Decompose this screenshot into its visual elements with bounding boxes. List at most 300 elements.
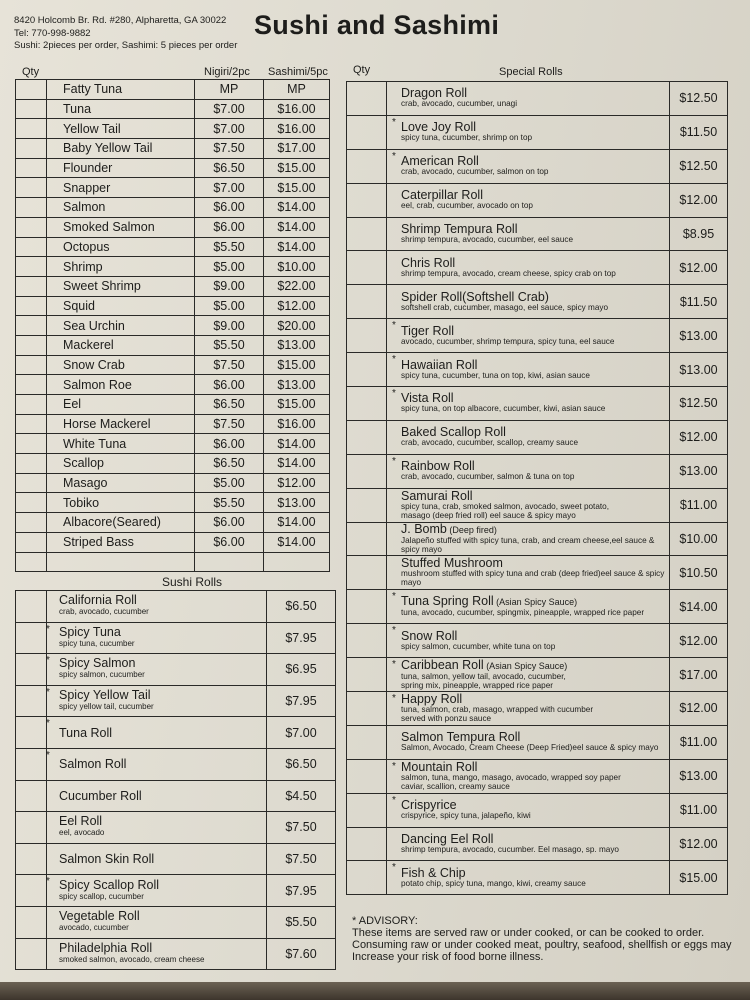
nigiri-price: $5.00: [195, 296, 264, 316]
restaurant-info: [14, 15, 237, 53]
qty-cell: [347, 522, 387, 556]
roll-desc: avocado, cucumber: [59, 923, 129, 933]
roll-cell: [47, 812, 267, 844]
qty-cell: [347, 387, 387, 421]
sashimi-price: $10.00: [264, 257, 330, 277]
table-row: [16, 938, 336, 970]
table-row: [16, 99, 330, 119]
roll-desc: crab, avocado, cucumber, salmon on top: [401, 167, 549, 177]
roll-price: $12.00: [670, 827, 728, 861]
nigiri-price: $6.50: [195, 158, 264, 178]
spicy-star: *: [392, 625, 396, 637]
roll-cell: [47, 748, 267, 780]
roll-price: $7.95: [267, 622, 336, 654]
table-row: [347, 624, 728, 658]
roll-desc: crab, avocado, cucumber, salmon & tuna on top: [401, 472, 575, 482]
roll-price: $12.00: [670, 624, 728, 658]
advisory: [352, 915, 747, 963]
roll-cell: [387, 861, 670, 895]
table-row: [16, 532, 330, 552]
roll-price: $14.00: [670, 590, 728, 624]
item-name: Horse Mackerel: [47, 414, 195, 434]
roll-price: $6.50: [267, 748, 336, 780]
item-name: Tuna: [47, 99, 195, 119]
roll-name: Salmon Roll: [59, 757, 127, 772]
table-row: [16, 355, 330, 375]
table-row: [16, 654, 336, 686]
table-row: [16, 178, 330, 198]
roll-title: [393, 524, 669, 536]
roll-name: Salmon Tempura Roll: [401, 730, 521, 745]
table-row: [16, 473, 330, 493]
table-row: [16, 748, 336, 780]
qty-cell: [16, 513, 47, 533]
roll-name: Rainbow Roll: [401, 459, 475, 474]
qty-cell: [347, 115, 387, 149]
roll-cell: [387, 624, 670, 658]
table-row: [16, 158, 330, 178]
roll-desc: spicy tuna, cucumber, tuna on top, kiwi, asian sauce: [401, 370, 590, 380]
item-name: Squid: [47, 296, 195, 316]
table-row: [16, 622, 336, 654]
empty-cell: [16, 552, 47, 572]
roll-desc: spicy salmon, cucumber, white tuna on top: [401, 641, 556, 651]
sashimi-price: $12.00: [264, 296, 330, 316]
table-row: [347, 827, 728, 861]
roll-name: Mountain Roll: [401, 759, 478, 774]
table-row: [16, 843, 336, 875]
nigiri-price: MP: [195, 80, 264, 100]
roll-name: Dancing Eel Roll: [401, 832, 494, 847]
qty-cell: [16, 217, 47, 237]
roll-price: $17.00: [670, 658, 728, 692]
roll-hint: (Asian Spicy Sauce): [493, 597, 578, 608]
qty-cell: [347, 861, 387, 895]
roll-cell: [387, 454, 670, 488]
qty-cell: [347, 420, 387, 454]
roll-price: $7.50: [267, 843, 336, 875]
roll-desc: masago (deep fried roll) eel sauce & spicy mayo: [401, 510, 576, 520]
roll-price: $7.95: [267, 875, 336, 907]
roll-cell: [387, 217, 670, 251]
roll-cell: [47, 717, 267, 749]
spicy-star: *: [392, 862, 396, 874]
roll-cell: [387, 827, 670, 861]
spicy-star: *: [392, 116, 396, 128]
qty-cell: [16, 355, 47, 375]
roll-name: Tiger Roll: [401, 323, 455, 338]
roll-desc: Jalapeño stuffed with spicy tuna, crab, and cream cheese,eel sauce & spicy mayo: [401, 536, 655, 555]
table-row: [16, 552, 330, 572]
roll-cell: [387, 556, 670, 590]
roll-desc: spicy tuna, crab, smoked salmon, avocado, sweet potato,: [401, 501, 609, 511]
item-name: Yellow Tail: [47, 119, 195, 139]
phone: Tel: 770-998-9882: [14, 27, 91, 39]
roll-title: [393, 834, 669, 845]
roll-title: [393, 657, 669, 672]
qty-cell: [16, 454, 47, 474]
special-rolls-title: Special Rolls: [499, 66, 563, 78]
roll-title: [393, 255, 669, 270]
qty-cell: [16, 717, 47, 749]
qty-cell: [16, 875, 47, 907]
roll-price: $4.50: [267, 780, 336, 812]
table-row: [16, 414, 330, 434]
item-name: Masago: [47, 473, 195, 493]
sashimi-price: $17.00: [264, 139, 330, 159]
roll-cell: [387, 82, 670, 116]
table-row: [16, 139, 330, 159]
qty-cell: [347, 285, 387, 319]
table-row: [16, 217, 330, 237]
qty-cell: [16, 843, 47, 875]
roll-price: $6.95: [267, 654, 336, 686]
roll-cell: [387, 387, 670, 421]
roll-price: $6.50: [267, 591, 336, 623]
table-row: [16, 335, 330, 355]
spicy-star: *: [46, 686, 50, 698]
sashimi-price: $13.00: [264, 493, 330, 513]
item-name: Sweet Shrimp: [47, 276, 195, 296]
empty-cell: [47, 552, 195, 572]
roll-desc: shrimp tempura, avocado, cucumber, eel sauce: [401, 235, 574, 244]
advisory-line: Consuming raw or under cooked meat, poultry, seafood, shellfish or eggs may: [352, 939, 732, 951]
table-row: [347, 285, 728, 319]
table-row: [347, 454, 728, 488]
roll-cell: [387, 725, 670, 759]
sashimi-price: $15.00: [264, 355, 330, 375]
table-row: [347, 759, 728, 793]
roll-name: Spider Roll(Softshell Crab): [401, 289, 549, 304]
roll-desc: caviar, scallion, creamy sauce: [401, 781, 510, 791]
table-row: [347, 556, 728, 590]
roll-price: $13.00: [670, 353, 728, 387]
roll-desc: spicy tuna, cucumber, shrimp on top: [401, 133, 533, 143]
qty-cell: [347, 793, 387, 827]
sashimi-price: $14.00: [264, 454, 330, 474]
table-row: [16, 276, 330, 296]
spicy-star: *: [392, 794, 396, 806]
roll-desc: crab, avocado, cucumber, scallop, creamy sauce: [401, 438, 579, 448]
nigiri-price: $6.00: [195, 434, 264, 454]
roll-cell: [47, 906, 267, 938]
roll-title: [393, 156, 669, 167]
roll-cell: [47, 654, 267, 686]
roll-desc: spicy tuna, cucumber: [59, 638, 135, 648]
qty-cell: [347, 319, 387, 353]
roll-cell: [387, 251, 670, 285]
item-name: Salmon: [47, 198, 195, 218]
qty-cell: [16, 591, 47, 623]
roll-name: Vegetable Roll: [59, 909, 140, 924]
roll-name: Cucumber Roll: [59, 788, 142, 803]
roll-name: Eel Roll: [59, 814, 103, 829]
table-row: [347, 217, 728, 251]
sashimi-price: $16.00: [264, 99, 330, 119]
table-row: [16, 812, 336, 844]
roll-name: Salmon Skin Roll: [59, 852, 155, 867]
table-row: [16, 257, 330, 277]
qty-cell: [16, 139, 47, 159]
roll-cell: [387, 759, 670, 793]
special-rolls-table: [346, 81, 728, 895]
roll-desc: spicy tuna, on top albacore, cucumber, kiwi, asian sauce: [401, 404, 606, 414]
advisory-line: Increase your risk of food borne illness.: [352, 951, 544, 963]
qty-cell: [347, 251, 387, 285]
spicy-star: *: [392, 455, 396, 467]
nigiri-price: $7.00: [195, 99, 264, 119]
roll-name: Spicy Salmon: [59, 656, 136, 671]
spicy-star: *: [392, 760, 396, 772]
spicy-star: *: [392, 150, 396, 162]
item-name: Fatty Tuna: [47, 80, 195, 100]
spicy-star: *: [392, 354, 396, 366]
roll-cell: [387, 285, 670, 319]
table-row: [16, 119, 330, 139]
spicy-star: *: [392, 388, 396, 400]
nigiri-price: $5.50: [195, 335, 264, 355]
roll-cell: [47, 685, 267, 717]
qty-cell: [16, 237, 47, 257]
qty-cell: [16, 473, 47, 493]
roll-cell: [47, 780, 267, 812]
roll-price: $11.50: [670, 115, 728, 149]
roll-desc: spicy scallop, cucumber: [59, 891, 144, 901]
roll-name: Samurai Roll: [401, 488, 473, 503]
roll-desc: spring mix, pineapple, wrapped rice paper: [401, 680, 554, 690]
roll-desc: tuna, avocado, cucumber, spingmix, pineapple, wrapped rice paper: [401, 608, 645, 618]
table-row: [16, 513, 330, 533]
roll-desc: softshell crab, cucumber, masago, eel sauce, spicy mayo: [401, 302, 609, 312]
table-row: [16, 780, 336, 812]
roll-price: $12.50: [670, 149, 728, 183]
roll-cell: [387, 353, 670, 387]
qty-cell: [16, 906, 47, 938]
spicy-star: *: [392, 591, 396, 603]
roll-desc: served with ponzu sauce: [401, 713, 492, 723]
table-row: [347, 861, 728, 895]
roll-cell: [387, 692, 670, 726]
roll-hint: (Asian Spicy Sauce): [483, 660, 568, 671]
roll-name: Fish & Chip: [401, 865, 466, 880]
qty-cell: [347, 488, 387, 522]
qty-cell: [16, 316, 47, 336]
sashimi-price: $12.00: [264, 473, 330, 493]
spicy-star: *: [46, 623, 50, 635]
roll-name: Hawaiian Roll: [401, 357, 478, 372]
qty-cell: [347, 658, 387, 692]
nigiri-col-label: Nigiri/2pc: [204, 66, 250, 78]
sashimi-price: MP: [264, 80, 330, 100]
roll-cell: [387, 590, 670, 624]
roll-desc: Salmon, Avocado, Cream Cheese (Deep Fried)eel sauce & spicy mayo: [401, 743, 659, 753]
table-row: [16, 591, 336, 623]
spicy-star: *: [46, 718, 50, 730]
roll-name: Philadelphia Roll: [59, 940, 153, 955]
table-row: [347, 353, 728, 387]
qty-cell: [347, 183, 387, 217]
roll-price: $10.00: [670, 522, 728, 556]
roll-price: $11.00: [670, 725, 728, 759]
roll-title: [393, 596, 669, 608]
qty-cell: [347, 725, 387, 759]
sashimi-price: $16.00: [264, 119, 330, 139]
roll-price: $12.00: [670, 420, 728, 454]
roll-price: $7.50: [267, 812, 336, 844]
item-name: Mackerel: [47, 335, 195, 355]
table-row: [16, 454, 330, 474]
qty-cell: [16, 414, 47, 434]
table-row: [16, 316, 330, 336]
sashimi-price: $13.00: [264, 335, 330, 355]
nigiri-price: $6.00: [195, 375, 264, 395]
roll-title: [393, 88, 669, 99]
roll-desc: crispyrice, spicy tuna, jalapeño, kiwi: [401, 811, 531, 821]
nigiri-price: $6.50: [195, 454, 264, 474]
nigiri-price: $9.00: [195, 276, 264, 296]
advisory-title: * ADVISORY:: [352, 915, 418, 927]
table-row: [347, 725, 728, 759]
spicy-star: *: [46, 876, 50, 888]
qty-cell: [16, 257, 47, 277]
roll-name: American Roll: [401, 154, 479, 169]
roll-price: $10.50: [670, 556, 728, 590]
roll-title: [393, 122, 669, 133]
nigiri-price: $9.00: [195, 316, 264, 336]
table-row: [16, 717, 336, 749]
roll-name: Caribbean Roll: [401, 657, 484, 672]
nigiri-price: $6.50: [195, 395, 264, 415]
qty-cell: [16, 198, 47, 218]
nigiri-table: [15, 79, 330, 572]
sashimi-price: $16.00: [264, 414, 330, 434]
qty-cell: [347, 454, 387, 488]
qty-cell: [16, 812, 47, 844]
roll-title: [393, 224, 669, 235]
qty-cell: [16, 622, 47, 654]
special-qty-label: Qty: [353, 64, 371, 76]
spicy-star: *: [392, 320, 396, 332]
item-name: Albacore(Seared): [47, 513, 195, 533]
nigiri-price: $6.00: [195, 217, 264, 237]
roll-name: Chris Roll: [401, 255, 456, 270]
roll-price: $12.50: [670, 387, 728, 421]
sashimi-price: $13.00: [264, 375, 330, 395]
roll-title: [393, 190, 669, 201]
roll-name: Stuffed Mushroom: [401, 556, 503, 571]
sashimi-price: $14.00: [264, 198, 330, 218]
sashimi-price: $15.00: [264, 158, 330, 178]
item-name: Scallop: [47, 454, 195, 474]
table-row: [16, 395, 330, 415]
sashimi-price: $14.00: [264, 217, 330, 237]
nigiri-price: $7.00: [195, 119, 264, 139]
spicy-star: *: [46, 749, 50, 761]
sashimi-price: $22.00: [264, 276, 330, 296]
roll-desc: eel, avocado: [59, 828, 105, 838]
qty-cell: [16, 532, 47, 552]
table-row: [347, 251, 728, 285]
qty-cell: [347, 217, 387, 251]
roll-price: $12.50: [670, 82, 728, 116]
roll-desc: avocado, cucumber, shrimp tempura, spicy tuna, eel sauce: [401, 336, 615, 346]
item-name: Octopus: [47, 237, 195, 257]
nigiri-price: $7.50: [195, 355, 264, 375]
item-name: Striped Bass: [47, 532, 195, 552]
item-name: Baby Yellow Tail: [47, 139, 195, 159]
sashimi-price: $20.00: [264, 316, 330, 336]
roll-desc: shrimp tempura, avocado, cucumber. Eel masago, sp. mayo: [401, 845, 619, 855]
empty-cell: [264, 552, 330, 572]
roll-desc: crab, avocado, cucumber, unagi: [401, 99, 518, 109]
roll-price: $15.00: [670, 861, 728, 895]
qty-cell: [16, 434, 47, 454]
qty-cell: [16, 158, 47, 178]
sashimi-price: $15.00: [264, 395, 330, 415]
roll-cell: [47, 622, 267, 654]
nigiri-qty-label: Qty: [22, 66, 40, 78]
table-row: [16, 685, 336, 717]
roll-cell: [47, 591, 267, 623]
roll-cell: [47, 938, 267, 970]
table-row: [16, 296, 330, 316]
roll-name: Tuna Spring Roll: [401, 594, 494, 609]
roll-desc: eel, crab, cucumber, avocado on top: [401, 201, 533, 211]
roll-cell: [47, 875, 267, 907]
qty-cell: [16, 938, 47, 970]
qty-cell: [347, 556, 387, 590]
qty-cell: [16, 375, 47, 395]
sashimi-price: $15.00: [264, 178, 330, 198]
nigiri-price: $6.00: [195, 513, 264, 533]
table-row: [347, 488, 728, 522]
roll-name: Snow Roll: [401, 628, 458, 643]
item-name: Smoked Salmon: [47, 217, 195, 237]
advisory-line: These items are served raw or under cooked, or can be cooked to order.: [352, 927, 705, 939]
table-row: [347, 183, 728, 217]
table-row: [347, 420, 728, 454]
roll-title: [393, 732, 669, 743]
nigiri-price: $7.00: [195, 178, 264, 198]
table-row: [16, 906, 336, 938]
table-row: [16, 493, 330, 513]
roll-cell: [387, 149, 670, 183]
roll-name: Spicy Yellow Tail: [59, 688, 151, 703]
sashimi-price: $14.00: [264, 513, 330, 533]
sushi-rolls-table: [15, 590, 336, 970]
item-name: Shrimp: [47, 257, 195, 277]
roll-price: $13.00: [670, 454, 728, 488]
roll-title: [393, 427, 669, 438]
nigiri-price: $6.00: [195, 532, 264, 552]
nigiri-price: $7.50: [195, 414, 264, 434]
sashimi-col-label: Sashimi/5pc: [268, 66, 328, 78]
roll-title: [393, 691, 669, 706]
qty-cell: [16, 685, 47, 717]
page-title: Sushi and Sashimi: [254, 10, 500, 40]
item-name: Snow Crab: [47, 355, 195, 375]
roll-name: Vista Roll: [401, 391, 454, 406]
roll-desc: mushroom stuffed with spicy tuna and crab (deep fried)eel sauce & spicy mayo: [401, 569, 665, 588]
sashimi-price: $14.00: [264, 434, 330, 454]
roll-name: California Roll: [59, 593, 137, 608]
qty-cell: [16, 276, 47, 296]
table-row: [347, 387, 728, 421]
item-name: White Tuna: [47, 434, 195, 454]
empty-cell: [195, 552, 264, 572]
table-row: [16, 875, 336, 907]
table-row: [347, 319, 728, 353]
